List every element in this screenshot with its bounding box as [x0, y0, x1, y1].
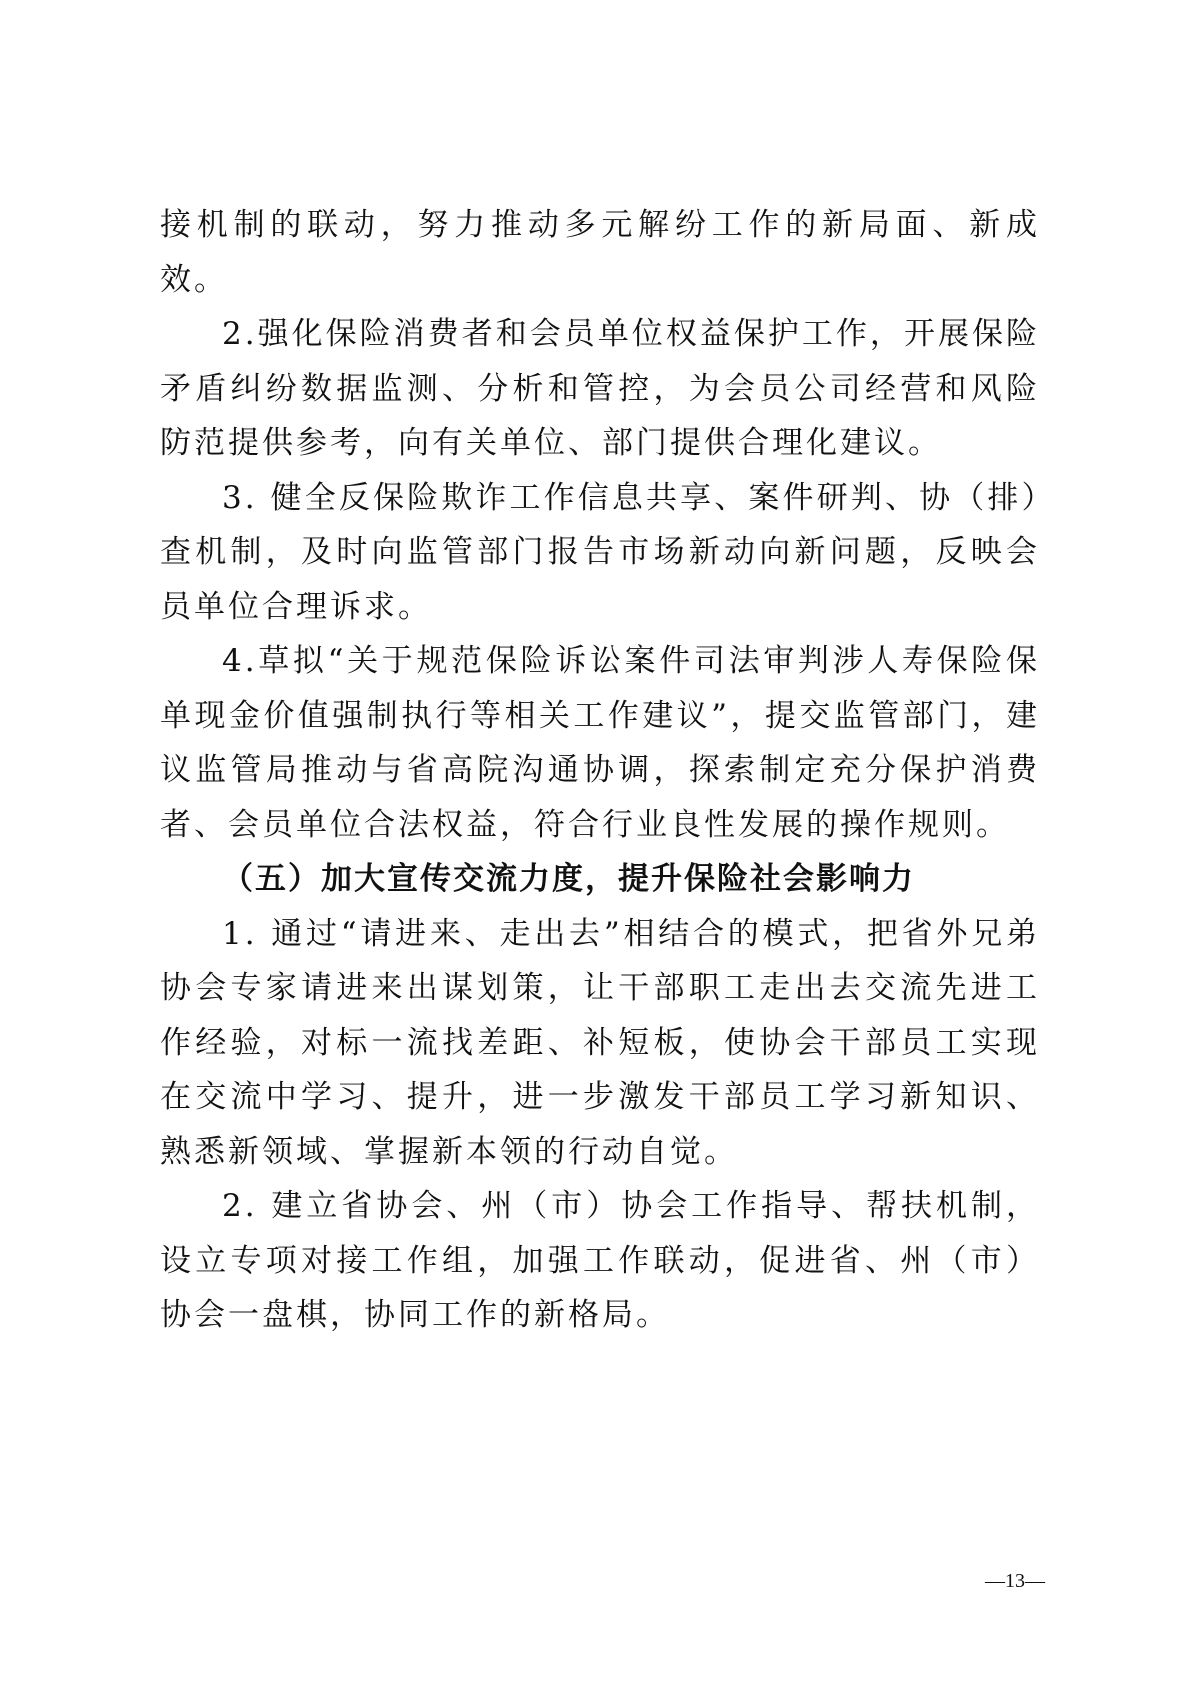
paragraph-continuation: 接机制的联动，努力推动多元解纷工作的新局面、新成效。 — [160, 207, 1040, 298]
paragraph-item-5-1: 1. 通过“请进来、走出去”相结合的模式，把省外兄弟协会专家请进来出谋划策，让干部职工走出去交流先进工作经验，对标一流找差距、补短板，使协会干部员工实现在交流中学习、提升，进一步激发干部员工学习新知识、熟悉新领域、掌握新本领的行动自觉。 — [160, 915, 1040, 1170]
section-heading-5: （五）加大宣传交流力度，提升保险社会影响力 — [222, 861, 915, 897]
paragraph-item-3: 3. 健全反保险欺诈工作信息共享、案件研判、协（排）查机制，及时向监管部门报告市场新动向新问题，反映会员单位合理诉求。 — [160, 479, 1040, 625]
paragraph-item-4: 4.草拟“关于规范保险诉讼案件司法审判涉人寿保险保单现金价值强制执行等相关工作建议”，提交监管部门，建议监管局推动与省高院沟通协调，探索制定充分保护消费者、会员单位合法权益，符合行业良性发展的操作规则。 — [160, 643, 1040, 843]
page-number: —13— — [985, 1570, 1045, 1592]
paragraph-item-2: 2.强化保险消费者和会员单位权益保护工作，开展保险矛盾纠纷数据监测、分析和管控，为会员公司经营和风险防范提供参考，向有关单位、部门提供合理化建议。 — [160, 316, 1040, 461]
document-body — [160, 198, 1040, 1343]
paragraph-item-5-2: 2. 建立省协会、州（市）协会工作指导、帮扶机制，设立专项对接工作组，加强工作联动，促进省、州（市）协会一盘棋，协同工作的新格局。 — [160, 1188, 1040, 1333]
